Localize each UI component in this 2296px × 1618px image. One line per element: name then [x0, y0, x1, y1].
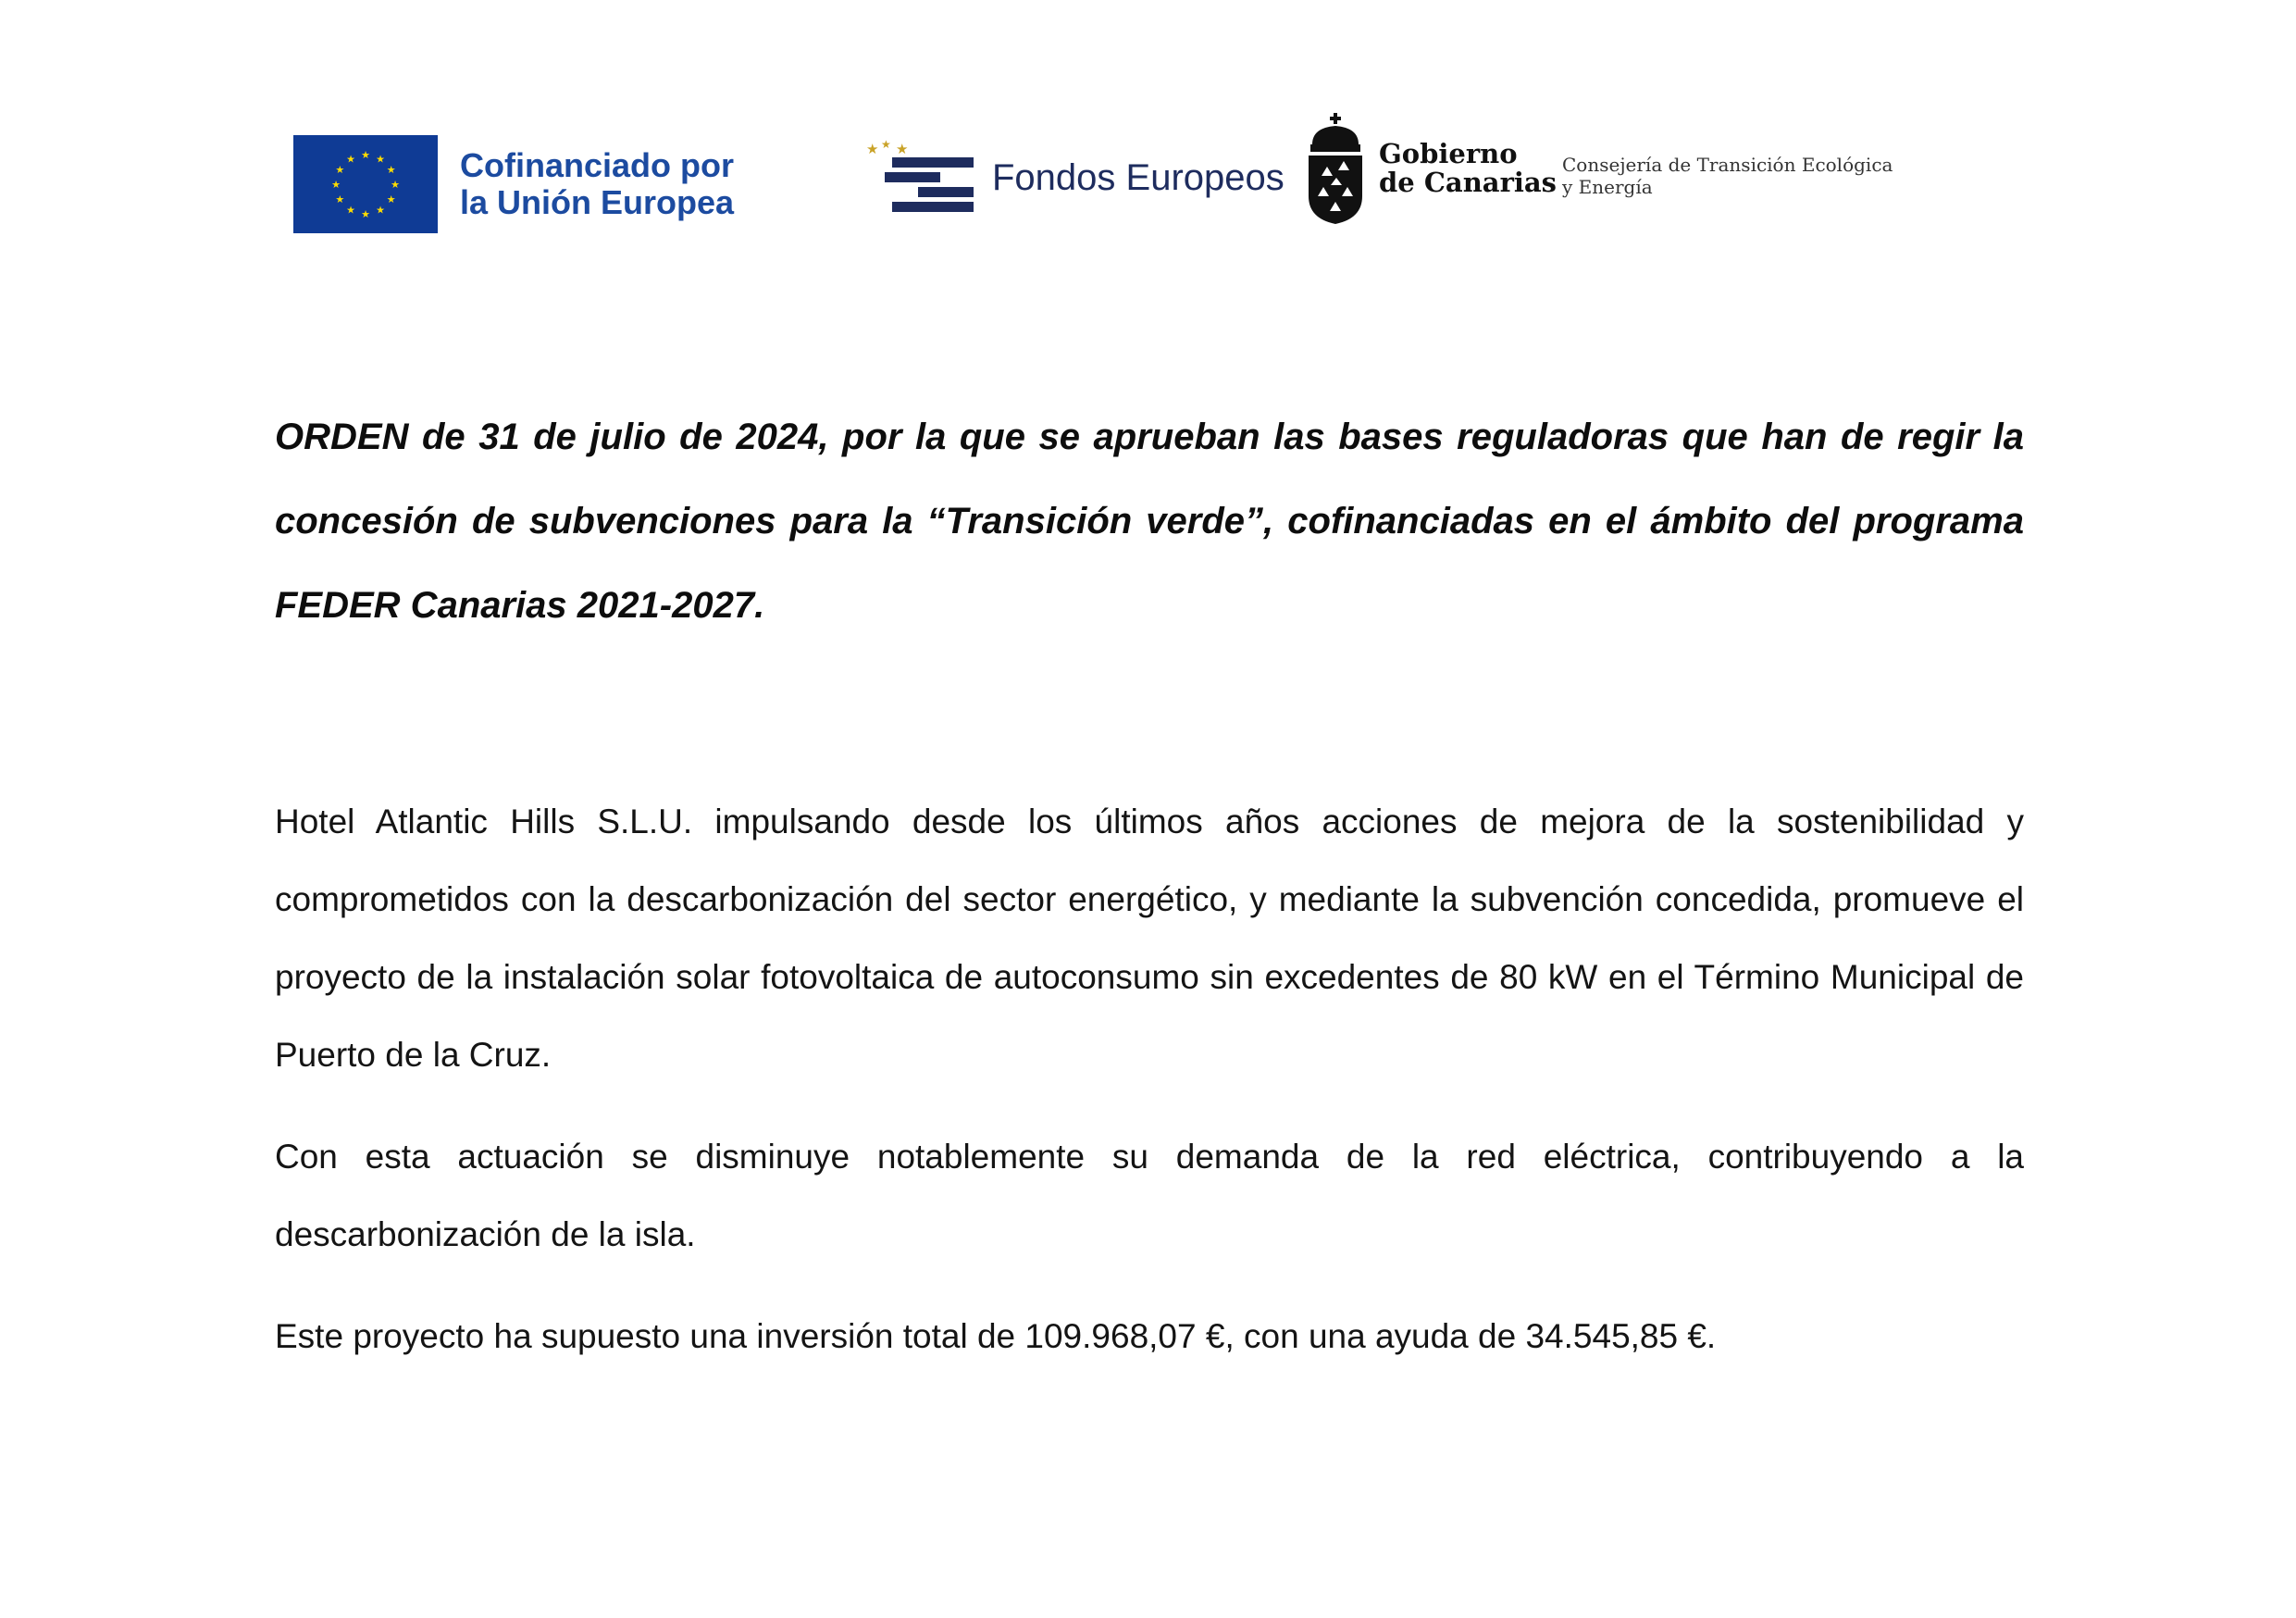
paragraph-impact: Con esta actuación se disminuye notablemente su demanda de la red eléctrica, contribuyendo a la descarbonización de la isla.	[275, 1138, 2024, 1253]
fondos-europeos-label: Fondos Europeos	[992, 156, 1285, 198]
gobierno-canarias-logo	[1303, 111, 1557, 226]
paragraph-investment: Este proyecto ha supuesto una inversión total de 109.968,07 €, con una ayuda de 34.545,85 €.	[275, 1317, 1717, 1355]
eu-star-icon: ★	[376, 153, 385, 166]
canarias-coat-of-arms-icon	[1303, 111, 1368, 226]
paragraph-project: Hotel Atlantic Hills S.L.U. impulsando desde los últimos años acciones de mejora de la sostenibilidad y comprometidos con la descarbonización del sector energético, y mediante la subvención concedida, promueve el proyecto de la instalación solar fotovoltaica de autoconsumo sin excedentes de 80 kW en el Término Municipal de Puerto de la Cruz.	[275, 803, 2024, 1074]
eu-star-icon: ★	[335, 193, 345, 205]
consejeria-line1: Consejería de Transición Ecológica	[1562, 154, 1893, 176]
eu-star-icon: ★	[376, 204, 385, 217]
eu-star-icon: ★	[346, 204, 355, 217]
eu-star-icon: ★	[346, 153, 355, 166]
document-body	[275, 783, 2024, 1400]
eu-star-icon: ★	[386, 164, 396, 176]
gobierno-line1: Gobierno	[1379, 137, 1518, 169]
consejeria-line2: y Energía	[1562, 176, 1653, 198]
eu-star-icon: ★	[361, 208, 370, 220]
document-title: ORDEN de 31 de julio de 2024, por la que se aprueban las bases reguladoras que han de regir la concesión de subvenciones para la “Transición verde”, cofinanciadas en el ámbito del programa FEDER Canarias 2021-2027.	[275, 417, 2024, 626]
eu-logo-text	[460, 147, 734, 222]
eu-logo-line2: la Unión Europea	[460, 183, 735, 221]
svg-text:★: ★	[896, 141, 909, 157]
gobierno-line2: de Canarias	[1379, 167, 1557, 198]
eu-cofinanciado-logo	[293, 135, 734, 233]
consejeria-label	[1562, 154, 1893, 198]
eu-star-icon: ★	[361, 149, 370, 161]
eu-logo-line1: Cofinanciado por	[460, 145, 734, 184]
fondos-europeos-logo	[859, 139, 1285, 217]
svg-text:★: ★	[881, 139, 891, 151]
logo-header	[0, 0, 2296, 296]
fondos-europeos-mark-icon	[859, 139, 979, 217]
eu-flag-icon	[293, 135, 438, 233]
eu-star-icon: ★	[331, 179, 341, 191]
eu-star-icon: ★	[335, 164, 345, 176]
svg-text:★: ★	[866, 141, 879, 157]
gobierno-canarias-text	[1379, 137, 1557, 198]
eu-star-icon: ★	[386, 193, 396, 205]
eu-star-icon: ★	[391, 179, 400, 191]
